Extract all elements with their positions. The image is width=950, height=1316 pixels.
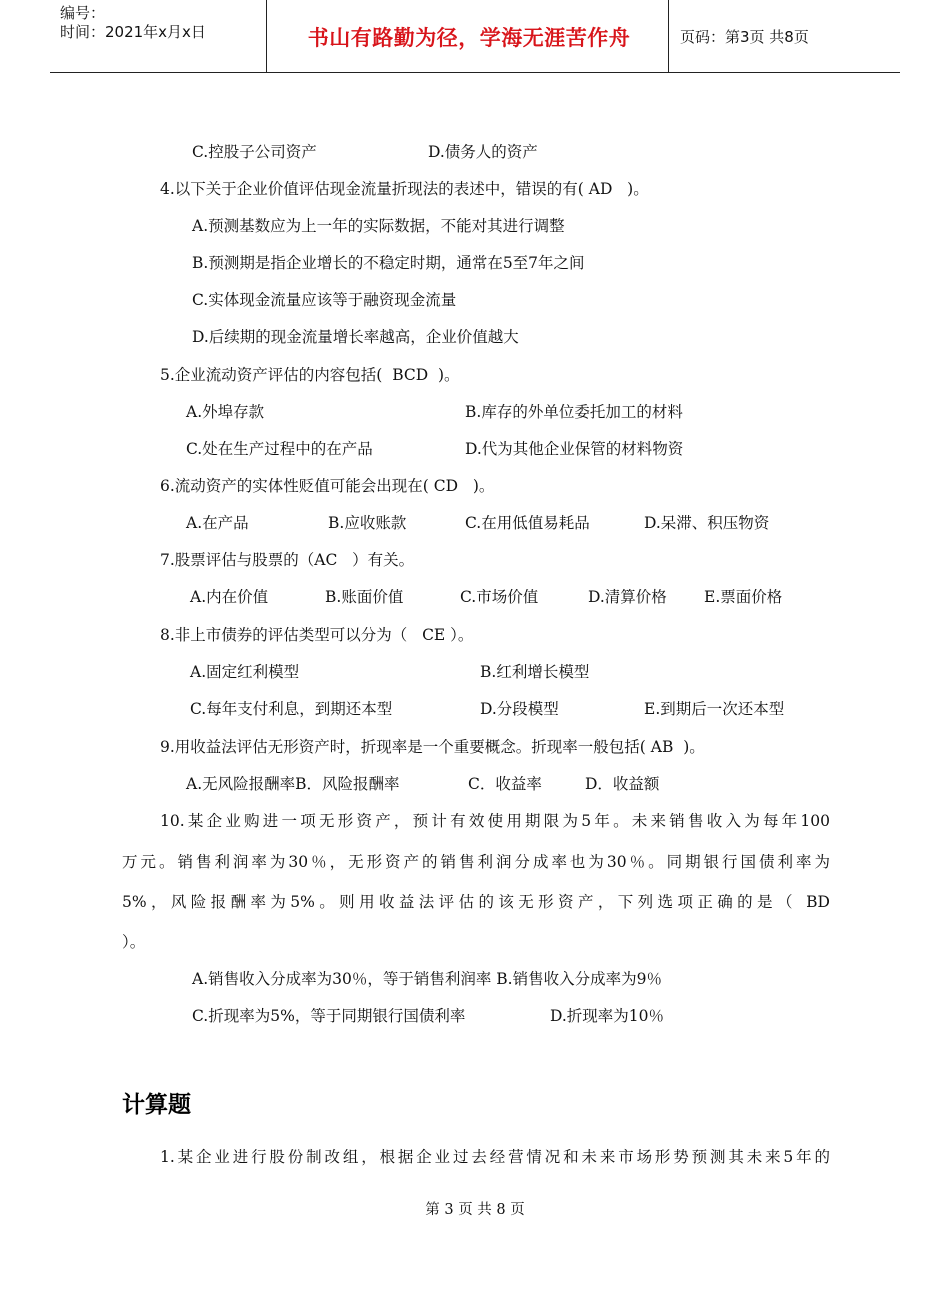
q9-option-d: D．收益额 xyxy=(585,775,660,793)
calc-q1-line: 1.某企业进行股份制改组，根据企业过去经营情况和未来市场形势预测其未来5年的 xyxy=(160,1148,830,1166)
q7-stem: 7.股票评估与股票的（AC ）有关。 xyxy=(160,551,415,569)
q6-stem: 6.流动资产的实体性贬值可能会出现在( CD )。 xyxy=(160,477,495,495)
q7-option-b: B.账面价值 xyxy=(325,588,404,606)
time-label: 时间：2021年x月x日 xyxy=(60,23,206,41)
header-motto: 书山有路勤为径，学海无涯苦作舟 xyxy=(307,26,631,50)
q8-option-d: D.分段模型 xyxy=(480,700,559,718)
q5-option-b: B.库存的外单位委托加工的材料 xyxy=(465,403,683,421)
q4-stem: 4.以下关于企业价值评估现金流量折现法的表述中，错误的有( AD )。 xyxy=(160,180,649,198)
q10-option-d: D.折现率为10％ xyxy=(550,1007,665,1025)
q8-option-c: C.每年支付利息，到期还本型 xyxy=(190,700,393,718)
q10-line-1: 10.某企业购进一项无形资产，预计有效使用期限为5年。未来销售收入为每年100 xyxy=(160,812,830,830)
q6-option-d: D.呆滞、积压物资 xyxy=(644,514,770,532)
q10-option-ab: A.销售收入分成率为30％，等于销售利润率 B.销售收入分成率为9％ xyxy=(192,970,662,988)
q5-stem: 5.企业流动资产评估的内容包括( BCD )。 xyxy=(160,366,460,384)
number-label: 编号： xyxy=(60,4,106,22)
header-meta xyxy=(60,4,206,42)
q7-option-a: A.内在价值 xyxy=(190,588,269,606)
q10-line-3: 5%，风险报酬率为5%。则用收益法评估的该无形资产，下列选项正确的是（ BD xyxy=(122,893,830,911)
q3-option-d: D.债务人的资产 xyxy=(428,143,538,161)
header-divider xyxy=(668,0,669,72)
q8-option-e: E.到期后一次还本型 xyxy=(644,700,785,718)
q4-option-c: C.实体现金流量应该等于融资现金流量 xyxy=(192,291,457,309)
header-divider xyxy=(266,0,267,72)
page-footer: 第 3 页 共 8 页 xyxy=(425,1202,525,1218)
q6-option-c: C.在用低值易耗品 xyxy=(465,514,590,532)
q5-option-c: C.处在生产过程中的在产品 xyxy=(186,440,373,458)
q10-line-2: 万元。销售利润率为30％，无形资产的销售利润分成率也为30％。同期银行国债利率为 xyxy=(122,853,830,871)
q7-option-c: C.市场价值 xyxy=(460,588,539,606)
q7-option-d: D.清算价格 xyxy=(588,588,667,606)
q10-option-c: C.折现率为5%，等于同期银行国债利率 xyxy=(192,1007,466,1025)
q9-option-ab: A.无风险报酬率B．风险报酬率 xyxy=(186,775,400,793)
q9-option-c: C．收益率 xyxy=(468,775,542,793)
q3-option-c: C.控股子公司资产 xyxy=(192,143,317,161)
q6-option-b: B.应收账款 xyxy=(328,514,407,532)
q4-option-a: A.预测基数应为上一年的实际数据，不能对其进行调整 xyxy=(192,217,565,235)
q6-option-a: A.在产品 xyxy=(186,514,249,532)
q7-option-e: E.票面价格 xyxy=(704,588,783,606)
page-header xyxy=(50,0,900,73)
q8-option-a: A.固定红利模型 xyxy=(190,663,300,681)
q9-stem: 9.用收益法评估无形资产时，折现率是一个重要概念。折现率一般包括( AB )。 xyxy=(160,738,705,756)
q4-option-b: B.预测期是指企业增长的不稳定时期，通常在5至7年之间 xyxy=(192,254,585,272)
section-title: 计算题 xyxy=(122,1092,191,1118)
header-page-info: 页码：第3页 共8页 xyxy=(680,28,809,46)
q5-option-d: D.代为其他企业保管的材料物资 xyxy=(465,440,684,458)
q4-option-d: D.后续期的现金流量增长率越高，企业价值越大 xyxy=(192,328,519,346)
q10-line-4: ）。 xyxy=(122,933,146,951)
q5-option-a: A.外埠存款 xyxy=(186,403,265,421)
q8-option-b: B.红利增长模型 xyxy=(480,663,590,681)
q8-stem: 8.非上市债券的评估类型可以分为（ CE ）。 xyxy=(160,626,474,644)
